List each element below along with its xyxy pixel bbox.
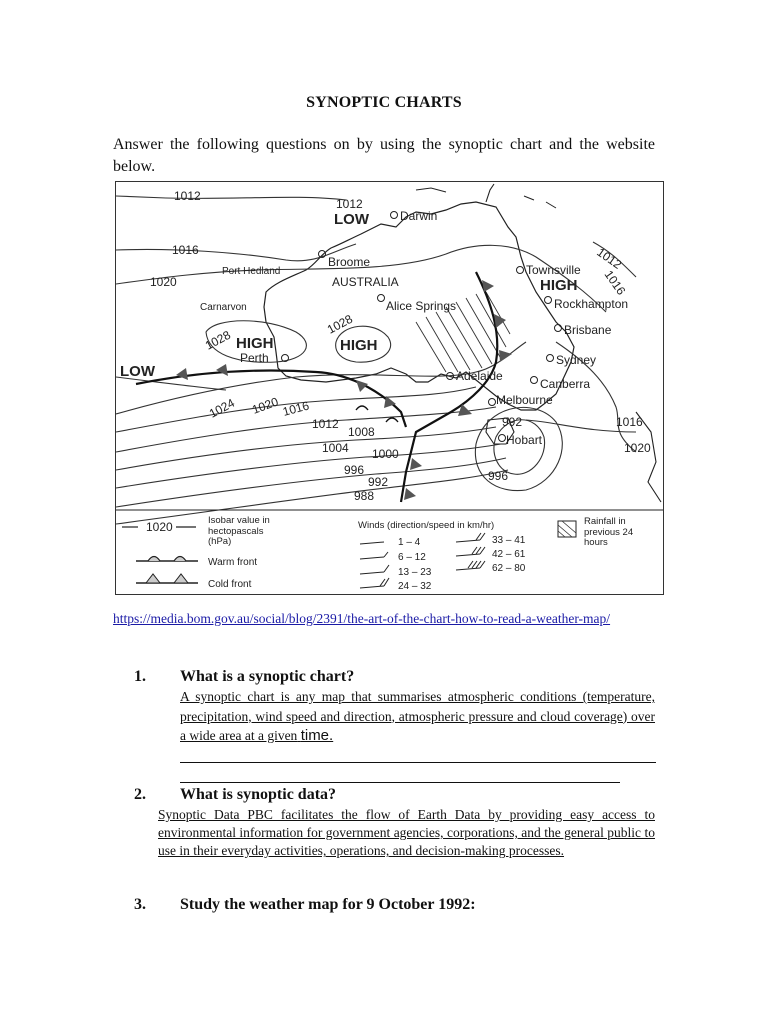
answer-2: Synoptic Data PBC facilitates the flow of Earth Data by providing easy access to environmental information for government agencies, corporations, and the general public to use in their everyday activities, operations, and decision-making processes. (158, 807, 655, 859)
isobar-label: 1024 (206, 395, 237, 421)
place-label: Darwin (400, 209, 438, 223)
isobar-label: 1016 (601, 267, 629, 298)
place-label: Sydney (556, 353, 597, 367)
isobar-label: 1012 (174, 189, 201, 203)
place-label: Broome (328, 255, 371, 269)
place-label: Perth (240, 351, 269, 365)
question-text: Study the weather map for 9 October 1992: (180, 896, 476, 913)
legend-cold-front: Cold front (208, 579, 252, 590)
question-number: 1. (134, 668, 146, 685)
legend-wind-speed: 33 – 41 (492, 535, 526, 546)
legend-wind-speed: 13 – 23 (398, 567, 432, 578)
pressure-system-label: HIGH (340, 337, 378, 354)
pressure-system-label: HIGH (236, 335, 274, 352)
synoptic-chart (115, 181, 664, 595)
legend (122, 516, 660, 592)
question-text: What is a synoptic chart? (180, 668, 355, 685)
answer-1 (180, 687, 655, 746)
isobar-label: 1020 (250, 394, 281, 417)
isobar-label: 996 (488, 469, 509, 483)
isobar-label: 1008 (348, 425, 375, 439)
pressure-system-label: LOW (120, 363, 155, 380)
pressure-system-label: LOW (334, 211, 369, 228)
answer-1-end: time. (300, 727, 334, 744)
legend-wind-speed: 24 – 32 (398, 581, 432, 592)
isobar-label: 1000 (372, 447, 399, 461)
place-label: Hobart (506, 433, 543, 447)
legend-warm-front: Warm front (208, 557, 258, 568)
isobar-label: 992 (502, 415, 523, 429)
place-label: Canberra (540, 377, 591, 391)
isobar-label: 1016 (172, 243, 199, 257)
isobar-label: 1012 (594, 244, 625, 272)
legend-rainfall: Rainfall in previous 24 hours (584, 517, 634, 548)
synoptic-chart-drawing (116, 182, 663, 594)
place-label: Brisbane (564, 323, 612, 337)
isobar-label: 1020 (150, 275, 177, 289)
question-text: What is synoptic data? (180, 786, 337, 803)
place-label: Carnarvon (200, 302, 247, 313)
legend-wind-speed: 42 – 61 (492, 549, 526, 560)
isobar-label: 1020 (624, 441, 651, 455)
answer-line (180, 762, 656, 763)
isobar-label: 1028 (324, 311, 355, 337)
isobar-label: 988 (354, 489, 375, 503)
isobar-label: 1012 (312, 417, 339, 431)
place-label: Port Hedland (222, 266, 281, 277)
legend-isobar-text: Isobar value in hectopascals (hPa) (208, 516, 270, 547)
place-label: Alice Springs (386, 299, 457, 313)
legend-wind-speed: 62 – 80 (492, 563, 526, 574)
question-number: 2. (134, 786, 146, 803)
place-label: AUSTRALIA (332, 275, 399, 289)
intro-paragraph: Answer the following questions on by using the synoptic chart and the website below. (113, 136, 655, 175)
bom-website-link[interactable]: https://media.bom.gov.au/social/blog/2391/the-art-of-the-chart-how-to-read-a-weather-map/ (113, 611, 611, 626)
isobar-label: 1028 (202, 327, 233, 353)
legend-isobar-value: 1020 (146, 520, 173, 534)
isobar-label: 992 (368, 475, 389, 489)
answer-line (180, 782, 620, 783)
legend-wind-speed: 6 – 12 (398, 552, 426, 563)
question-number: 3. (134, 896, 146, 913)
place-label: Rockhampton (554, 297, 629, 311)
cape-york (486, 184, 494, 202)
isobar-label: 1004 (322, 441, 349, 455)
isobar-label: 1016 (281, 398, 311, 419)
isobar-label: 1012 (336, 197, 363, 211)
legend-winds-title: Winds (direction/speed in km/hr) (358, 520, 495, 531)
page-title: SYNOPTIC CHARTS (306, 94, 462, 111)
place-label: Melbourne (496, 393, 553, 407)
isobar-label: 1016 (616, 415, 643, 429)
legend-wind-speed: 1 – 4 (398, 537, 421, 548)
pressure-system-label: HIGH (540, 277, 578, 294)
answer-1-text: A synoptic chart is any map that summarises atmospheric conditions (temperature, precipitation, wind speed and direction, atmospheric pressure and cloud coverage) over a wide area at a given (180, 689, 655, 743)
place-label: Adelaide (456, 369, 503, 383)
place-label: Townsville (526, 263, 581, 277)
isobar-label: 996 (344, 463, 365, 477)
